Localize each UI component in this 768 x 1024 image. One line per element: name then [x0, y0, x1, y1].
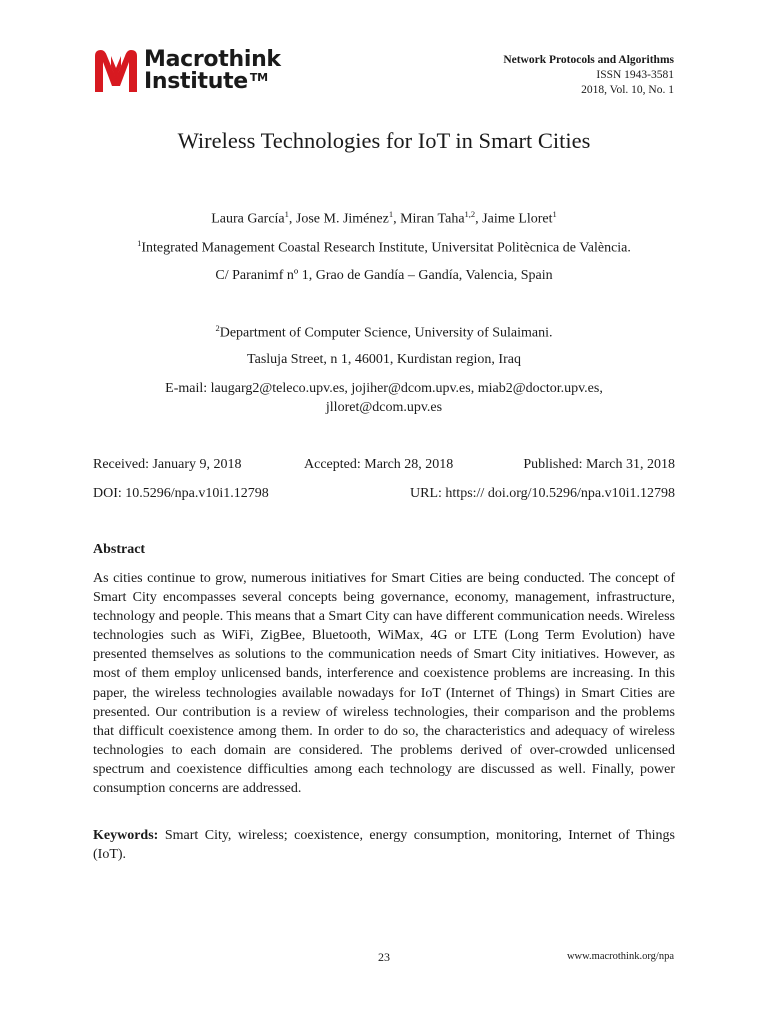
author-affiliation-mark: 1,2: [464, 209, 476, 219]
affiliation-2-line1: $^2$Department of Computer Science, University of Sulaimani.: [215, 323, 553, 341]
author-name: Jose M. Jiménez: [295, 211, 389, 227]
author-list: Laura García$^1$, Jose M. Jiménez$^1$, Miran Taha$^{1,2}$, Jaime Lloret$^1$: [211, 209, 557, 227]
affiliation-2-line2: Tasluja Street, n 1, 46001, Kurdistan region, Iraq: [247, 352, 521, 367]
journal-issn: ISSN 1943-3581: [596, 69, 674, 81]
received-date: Received: January 9, 2018: [93, 457, 242, 472]
trademark-mark: TM: [249, 71, 268, 84]
publisher-logo: [92, 46, 302, 96]
affiliation-mark: 1: [137, 238, 142, 248]
email-line1: E-mail: laugarg2@teleco.upv.es, jojiher@dcom.upv.es, miab2@doctor.upv.es,: [165, 381, 603, 396]
journal-volume: 2018, Vol. 10, No. 1: [581, 84, 674, 96]
email-line2: jlloret@dcom.upv.es: [325, 400, 443, 415]
keywords-text: Smart City, wireless; coexistence, energy consumption, monitoring, Internet of Things (IoT).: [93, 828, 676, 863]
abstract-heading: Abstract: [93, 542, 146, 557]
keywords-label: Keywords:: [93, 828, 159, 843]
author-name: Jaime Lloret: [482, 211, 553, 227]
author-affiliation-mark: 1: [284, 209, 289, 219]
accepted-date: Accepted: March 28, 2018: [304, 457, 454, 472]
affiliation-1-line1: $^1$Integrated Management Coastal Research Institute, Universitat Politècnica de València.: [137, 238, 631, 256]
doi: DOI: 10.5296/npa.v10i1.12798: [93, 486, 269, 501]
author-affiliation-mark: 1: [552, 209, 557, 219]
macrothink-logo-icon: [92, 46, 142, 94]
doi-url[interactable]: URL: https:// doi.org/10.5296/npa.v10i1.12798: [410, 486, 675, 501]
journal-header: [503, 53, 674, 98]
author-affiliation-mark: 1: [388, 209, 394, 219]
keywords: [93, 826, 675, 864]
logo-text-line2: Institute ™: [144, 69, 268, 94]
page-number: 23: [378, 950, 390, 964]
journal-name: Network Protocols and Algorithms: [503, 54, 674, 66]
footer-url[interactable]: www.macrothink.org/npa: [566, 951, 674, 962]
author-name: Miran Taha: [400, 211, 465, 227]
paper-title: Wireless Technologies for IoT in Smart Cities: [177, 128, 591, 153]
affiliation-1-line2: C/ Paranimf nº 1, Grao de Gandía – Gandía, Valencia, Spain: [215, 268, 553, 283]
affiliation-mark: 2: [215, 323, 220, 333]
logo-text-line1: Macrothink: [144, 47, 281, 72]
abstract-text: As cities continue to grow, numerous initiatives for Smart Cities are being conducted. The concept of Smart City encompasses several concepts being governance, economy, management, infrastructure, technology and people. This means that a Smart City can have different communication needs. Wireless technologies such as WiFi, ZigBee, Bluetooth, WiMax, 4G or LTE (Long Term Evolution) have presented themselves as solutions to the communication needs of Smart City initiatives. However, as most of them employ unlicensed bands, interference and coexistence problems are increasing. In this paper, the wireless technologies available nowadays for IoT (Internet of Things) in Smart Cities are presented. Our contribution is a review of wireless technologies, their comparison and the problems that difficult coexistence among them. In order to do so, the characteristics and adequacy of wireless technologies to each domain are considered. The problems derived of over-crowded unlicensed spectrum and coexistence difficulties among each technology are discussed as well. Finally, power consumption concerns are addressed.: [93, 571, 675, 797]
author-name: Laura García: [211, 211, 285, 227]
published-date: Published: March 31, 2018: [523, 457, 675, 472]
